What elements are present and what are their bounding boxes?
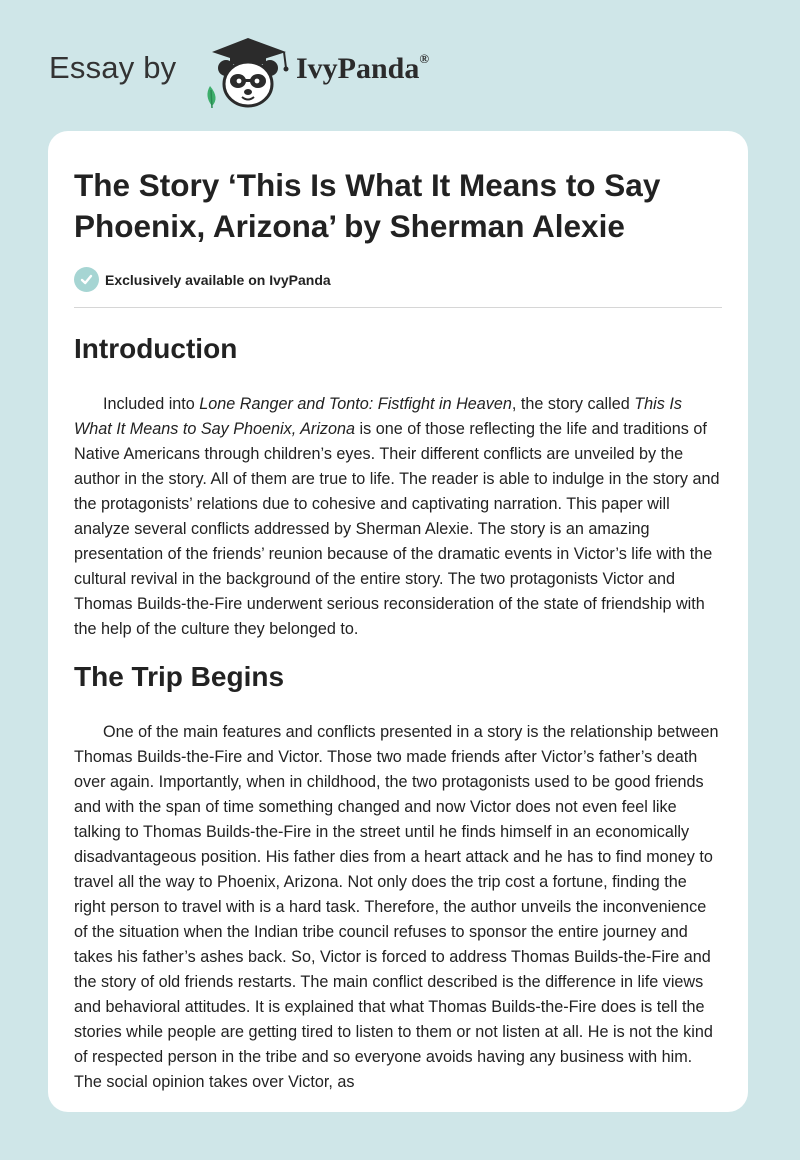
article-card (48, 131, 748, 1112)
section-the-trip-begins (74, 660, 722, 1095)
exclusive-label: Exclusively available on IvyPanda (105, 271, 331, 288)
brand-name[interactable] (296, 52, 429, 86)
check-circle-icon (74, 267, 99, 292)
brand-name-text: IvyPanda (296, 52, 420, 85)
section-paragraph (74, 392, 722, 642)
story-title: This Is What It Means to Say Phoenix, Arizona (74, 395, 682, 438)
paragraph-text: , the story called (511, 395, 635, 413)
article-title: The Story ‘This Is What It Means to Say Phoenix, Arizona’ by Sherman Alexie (74, 167, 661, 244)
section-paragraph: One of the main features and conflicts presented in a story is the relationship between Thomas Builds-the-Fire and Victor. Those two made friends after Victor’s father’s death over again. Importantly, when in childhood, the two protagonists used to be good friends and with the span of time something changed and now Victor does not even feel like talking to Thomas Builds-the-Fire in the street until he finds himself in an economically disadvantageous position. His father dies from a heart attack and he has to find money to travel all the way to Phoenix, Arizona. Not only does the trip cost a fortune, finding the right person to travel with is a hard task. Therefore, the author unveils the inconvenience of the situation when the Indian tribe council refuses to sponsor the entire journey and takes his father’s ashes back. So, Victor is forced to address Thomas Builds-the-Fire and the story of old friends restarts. The main conflict described is the difference in life views and behavioral attitudes. It is explained that what Thomas Builds-the-Fire does is tell the stories while people are getting tired to listen to them or not listen at all. He is not the kind of respected person in the tribe and so everyone avoids having any business with him. The social opinion takes over Victor, as (74, 723, 719, 1091)
section-introduction (74, 332, 722, 642)
section-heading: The Trip Begins (74, 661, 285, 692)
divider (74, 307, 722, 308)
exclusive-badge (74, 267, 722, 292)
brand-prefix: Essay by (49, 50, 177, 85)
paragraph-text: Included into (103, 395, 200, 413)
paragraph-text: is one of those reflecting the life and traditions of Native Americans through children’s eyes. Their different conflicts are unveiled by the author in the story. All of them are true to life. The reader is able to indulge in the story and the protagonists’ relations due to cohesive and captivating narration. This paper will analyze several conflicts addressed by Sherman Alexie. The story is an amazing presentation of the friends’ reunion because of the dramatic events in Victor’s life with the cultural revival in the background of the entire story. The two protagonists Victor and Thomas Builds-the-Fire underwent serious reconsideration of the state of friendship with the help of the culture they belonged to. (74, 420, 720, 638)
registered-mark: ® (419, 51, 430, 66)
panda-graduate-logo-icon[interactable] (200, 36, 296, 110)
book-title: Lone Ranger and Tonto: Fistfight in Heaven (199, 395, 512, 413)
section-heading: Introduction (74, 333, 238, 364)
site-header (0, 0, 800, 130)
